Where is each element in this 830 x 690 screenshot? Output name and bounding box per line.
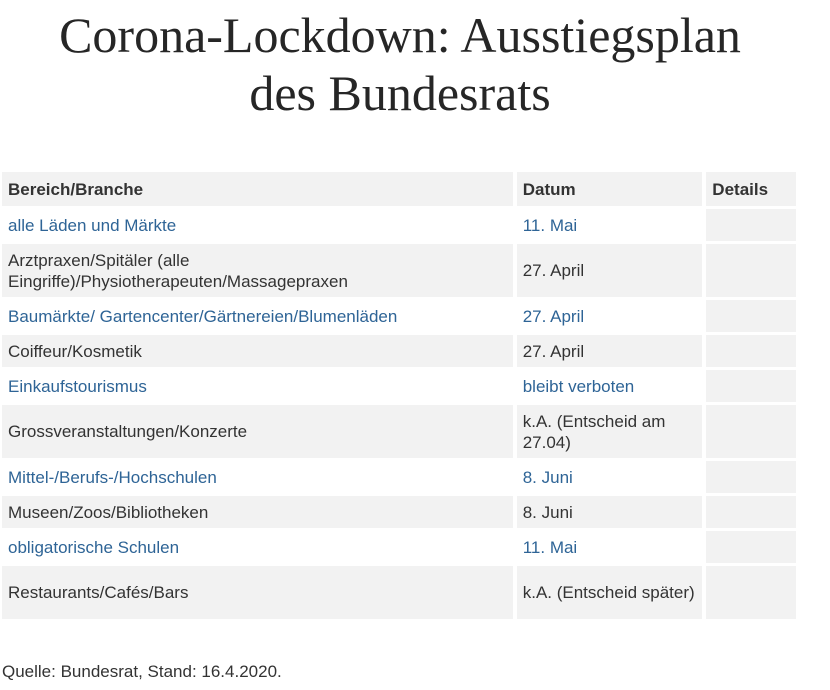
- table-row: [2, 496, 796, 531]
- cell-bereich: Coiffeur/Kosmetik: [2, 335, 517, 370]
- cell-details: [706, 405, 796, 461]
- cell-details: [706, 566, 796, 622]
- table-row: [2, 209, 796, 244]
- cell-bereich[interactable]: Baumärkte/ Gartencenter/Gärtnereien/Blumenläden: [2, 300, 517, 335]
- table-header-row: [2, 172, 796, 209]
- cell-details: [706, 531, 796, 566]
- column-header-bereich[interactable]: Bereich/Branche: [2, 172, 517, 209]
- cell-datum[interactable]: bleibt verboten: [517, 370, 707, 405]
- cell-bereich[interactable]: alle Läden und Märkte: [2, 209, 517, 244]
- table-row: [2, 566, 796, 622]
- source-note: Quelle: Bundesrat, Stand: 16.4.2020.: [2, 662, 282, 681]
- table-row: [2, 335, 796, 370]
- cell-bereich[interactable]: obligatorische Schulen: [2, 531, 517, 566]
- cell-details: [706, 335, 796, 370]
- table-row: [2, 531, 796, 566]
- page-title: [0, 6, 800, 122]
- table-row: [2, 370, 796, 405]
- cell-datum: 27. April: [517, 335, 707, 370]
- cell-bereich[interactable]: Mittel-/Berufs-/Hochschulen: [2, 461, 517, 496]
- cell-details: [706, 209, 796, 244]
- cell-datum: 27. April: [517, 244, 707, 300]
- table-row: [2, 461, 796, 496]
- page-title-line-1: Corona-Lockdown: Ausstiegsplan: [59, 7, 741, 63]
- cell-details: [706, 300, 796, 335]
- cell-details: [706, 244, 796, 300]
- cell-details: [706, 496, 796, 531]
- column-header-details[interactable]: Details: [706, 172, 796, 209]
- cell-datum[interactable]: 11. Mai: [517, 531, 707, 566]
- cell-details: [706, 370, 796, 405]
- table-row: [2, 405, 796, 461]
- column-header-datum[interactable]: Datum: [517, 172, 707, 209]
- cell-bereich: Grossveranstaltungen/Konzerte: [2, 405, 517, 461]
- cell-datum: k.A. (Entscheid später): [517, 566, 707, 622]
- cell-datum[interactable]: 8. Juni: [517, 461, 707, 496]
- cell-bereich: Museen/Zoos/Bibliotheken: [2, 496, 517, 531]
- page-title-line-2: des Bundesrats: [249, 65, 551, 121]
- cell-datum[interactable]: 27. April: [517, 300, 707, 335]
- table-row: [2, 300, 796, 335]
- cell-datum: 8. Juni: [517, 496, 707, 531]
- cell-datum: k.A. (Entscheid am 27.04): [517, 405, 707, 461]
- cell-details: [706, 461, 796, 496]
- cell-bereich: Restaurants/Cafés/Bars: [2, 566, 517, 622]
- cell-datum[interactable]: 11. Mai: [517, 209, 707, 244]
- lockdown-table: [2, 172, 796, 622]
- table-row: [2, 244, 796, 300]
- cell-bereich[interactable]: Einkaufstourismus: [2, 370, 517, 405]
- cell-bereich: Arztpraxen/Spitäler (alle Eingriffe)/Physiotherapeuten/Massagepraxen: [2, 244, 517, 300]
